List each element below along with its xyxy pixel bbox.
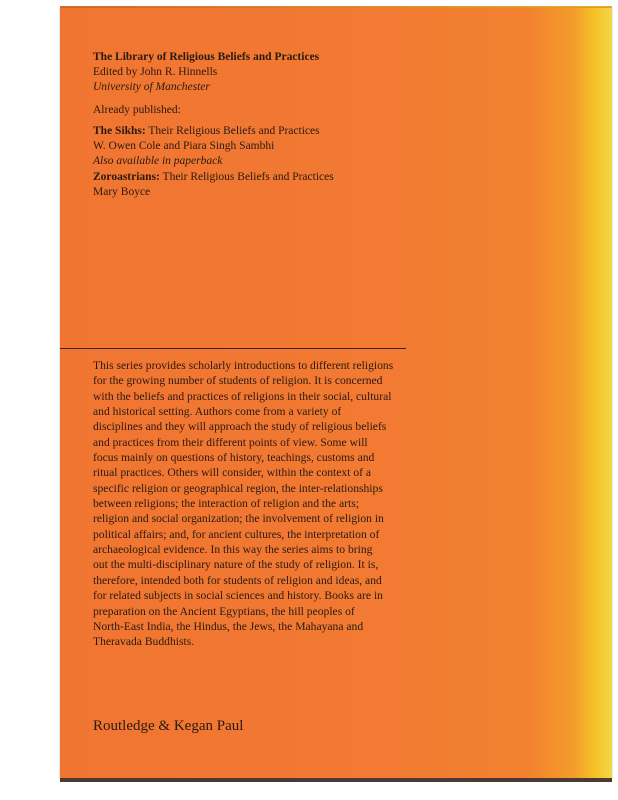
description-line: political affairs; and, for ancient cultures, the interpretation of xyxy=(93,527,380,541)
book-title-line xyxy=(93,124,320,139)
section-divider xyxy=(60,348,406,349)
description-line: disciplines and they will approach the study of religious beliefs xyxy=(93,420,387,434)
description-line: for related subjects in social sciences and history. Books are in xyxy=(93,589,383,603)
series-title: The Library of Religious Beliefs and Practices xyxy=(93,51,320,63)
description-line: focus mainly on questions of history, teachings, customs and xyxy=(93,451,375,465)
series-header xyxy=(93,50,319,95)
description-line: for the growing number of students of religion. It is concerned xyxy=(93,374,383,388)
published-book-zoroastrians xyxy=(93,170,334,200)
editor-line: Edited by John R. Hinnells xyxy=(93,66,218,78)
description-line: This series provides scholarly introductions to different religions xyxy=(93,359,394,372)
book-subtitle: Their Religious Beliefs and Practices xyxy=(159,171,334,183)
book-title: The Sikhs: xyxy=(93,125,146,137)
description-line: Theravada Buddhists. xyxy=(93,635,195,649)
description-line: with the beliefs and practices of religions in their social, cultural xyxy=(93,389,392,403)
description-line: preparation on the Ancient Egyptians, the hill peoples of xyxy=(93,604,355,618)
description-line: and practices from their different points of view. Some will xyxy=(93,435,368,449)
description-line: specific religion or geographical region, the inter-relationships xyxy=(93,481,383,495)
description-line: religion and social organization; the involvement of religion in xyxy=(93,512,384,526)
published-book-sikhs xyxy=(93,124,320,169)
description-line: therefore, intended both for students of religion and ideas, and xyxy=(93,573,382,587)
description-line: and historical setting. Authors come from a variety of xyxy=(93,405,342,419)
already-published-label xyxy=(93,103,181,118)
description-line: North-East India, the Hindus, the Jews, the Mahayana and xyxy=(93,619,364,633)
description-line: archaeological evidence. In this way the series aims to bring xyxy=(93,543,373,557)
publisher-name: Routledge & Kegan Paul xyxy=(93,718,244,734)
book-subtitle: Their Religious Beliefs and Practices xyxy=(145,125,320,137)
description-line: between religions; the interaction of religion and the arts; xyxy=(93,497,359,511)
description-line: ritual practices. Others will consider, within the context of a xyxy=(93,466,372,480)
book-authors: W. Owen Cole and Piara Singh Sambhi xyxy=(93,140,275,152)
series-description xyxy=(93,358,413,650)
book-title-line xyxy=(93,170,334,185)
editor-affiliation: University of Manchester xyxy=(93,81,210,93)
already-published-text: Already published: xyxy=(93,104,181,116)
description-line: out the multi-disciplinary nature of the study of religion. It is, xyxy=(93,558,379,572)
cover-bottom-edge xyxy=(60,778,612,782)
book-note: Also available in paperback xyxy=(93,155,223,167)
book-title: Zoroastrians: xyxy=(93,171,160,183)
book-authors: Mary Boyce xyxy=(93,186,151,198)
